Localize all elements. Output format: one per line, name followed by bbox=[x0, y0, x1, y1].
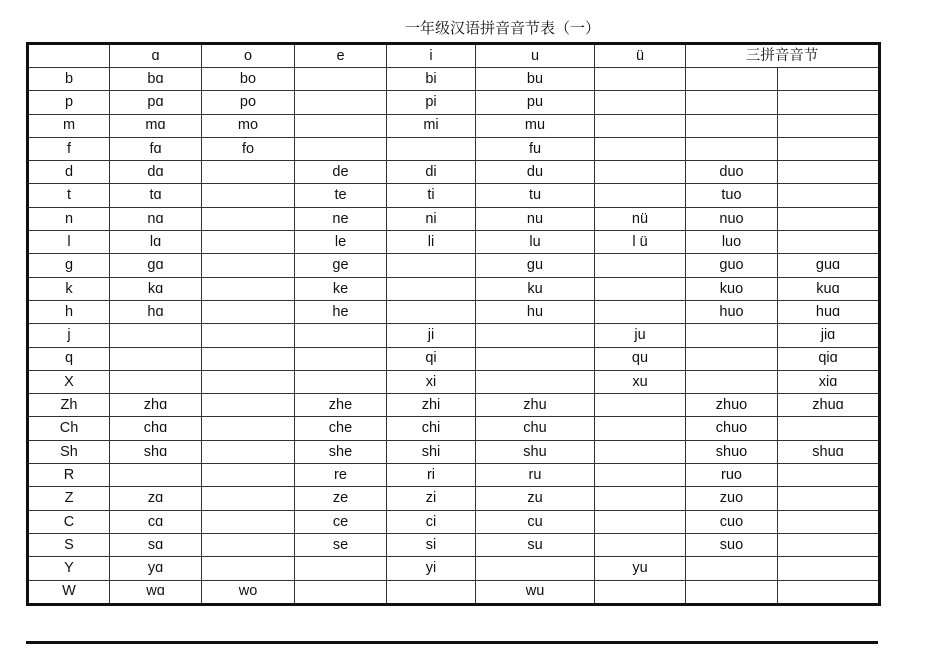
cell-initial: C bbox=[28, 510, 110, 533]
cell-o bbox=[202, 370, 295, 393]
cell-i: chi bbox=[387, 417, 476, 440]
cell-initial: f bbox=[28, 137, 110, 160]
table-row bbox=[28, 580, 880, 604]
cell-triple-2 bbox=[778, 464, 880, 487]
cell-initial: Zh bbox=[28, 394, 110, 417]
table-row bbox=[28, 277, 880, 300]
header-cell-u: u bbox=[476, 44, 595, 68]
cell-u bbox=[476, 347, 595, 370]
cell-e bbox=[295, 347, 387, 370]
cell-initial: R bbox=[28, 464, 110, 487]
cell-o bbox=[202, 324, 295, 347]
header-cell-e: e bbox=[295, 44, 387, 68]
bottom-rule bbox=[26, 641, 878, 644]
cell-e bbox=[295, 580, 387, 604]
cell-a: nɑ bbox=[110, 207, 202, 230]
syllable-table bbox=[26, 42, 881, 606]
cell-initial: n bbox=[28, 207, 110, 230]
table-row bbox=[28, 207, 880, 230]
table-row bbox=[28, 370, 880, 393]
cell-v bbox=[595, 277, 686, 300]
cell-triple-2 bbox=[778, 510, 880, 533]
cell-e: she bbox=[295, 440, 387, 463]
cell-triple-2 bbox=[778, 184, 880, 207]
table-header-row bbox=[28, 44, 880, 68]
cell-u: zhu bbox=[476, 394, 595, 417]
header-cell-o: o bbox=[202, 44, 295, 68]
cell-v bbox=[595, 68, 686, 91]
table-row bbox=[28, 440, 880, 463]
cell-i: ji bbox=[387, 324, 476, 347]
cell-u: tu bbox=[476, 184, 595, 207]
cell-i: ci bbox=[387, 510, 476, 533]
cell-o bbox=[202, 161, 295, 184]
cell-triple-2 bbox=[778, 207, 880, 230]
table-row bbox=[28, 231, 880, 254]
cell-a: chɑ bbox=[110, 417, 202, 440]
cell-u: nu bbox=[476, 207, 595, 230]
cell-e: se bbox=[295, 533, 387, 556]
cell-e: ce bbox=[295, 510, 387, 533]
cell-o bbox=[202, 417, 295, 440]
cell-i: mi bbox=[387, 114, 476, 137]
cell-a bbox=[110, 347, 202, 370]
cell-triple-1: guo bbox=[686, 254, 778, 277]
cell-initial: b bbox=[28, 68, 110, 91]
cell-triple-1: huo bbox=[686, 300, 778, 323]
cell-o bbox=[202, 300, 295, 323]
cell-e bbox=[295, 68, 387, 91]
cell-triple-2 bbox=[778, 533, 880, 556]
cell-i: ti bbox=[387, 184, 476, 207]
cell-v bbox=[595, 394, 686, 417]
cell-initial: W bbox=[28, 580, 110, 604]
cell-u: chu bbox=[476, 417, 595, 440]
cell-triple-2: zhuɑ bbox=[778, 394, 880, 417]
table-row bbox=[28, 557, 880, 580]
cell-i: si bbox=[387, 533, 476, 556]
header-cell-initial bbox=[28, 44, 110, 68]
cell-e bbox=[295, 91, 387, 114]
cell-triple-2 bbox=[778, 161, 880, 184]
cell-triple-1: suo bbox=[686, 533, 778, 556]
cell-triple-1: zhuo bbox=[686, 394, 778, 417]
cell-u: shu bbox=[476, 440, 595, 463]
cell-triple-2 bbox=[778, 114, 880, 137]
cell-a: gɑ bbox=[110, 254, 202, 277]
cell-triple-1 bbox=[686, 324, 778, 347]
cell-o bbox=[202, 207, 295, 230]
page-title: 一年级汉语拼音音节表（一） bbox=[405, 19, 601, 37]
cell-initial: g bbox=[28, 254, 110, 277]
cell-triple-1: duo bbox=[686, 161, 778, 184]
cell-e bbox=[295, 324, 387, 347]
cell-e: he bbox=[295, 300, 387, 323]
cell-v bbox=[595, 417, 686, 440]
cell-a: dɑ bbox=[110, 161, 202, 184]
cell-a bbox=[110, 464, 202, 487]
cell-o: mo bbox=[202, 114, 295, 137]
cell-v bbox=[595, 161, 686, 184]
cell-i: qi bbox=[387, 347, 476, 370]
table-row bbox=[28, 300, 880, 323]
cell-o bbox=[202, 394, 295, 417]
table-row bbox=[28, 254, 880, 277]
cell-triple-2: kuɑ bbox=[778, 277, 880, 300]
cell-v bbox=[595, 580, 686, 604]
cell-a: zɑ bbox=[110, 487, 202, 510]
cell-e: ke bbox=[295, 277, 387, 300]
cell-triple-2 bbox=[778, 557, 880, 580]
table-row bbox=[28, 394, 880, 417]
cell-e: re bbox=[295, 464, 387, 487]
cell-o bbox=[202, 510, 295, 533]
cell-e: le bbox=[295, 231, 387, 254]
cell-triple-1: tuo bbox=[686, 184, 778, 207]
cell-e: ze bbox=[295, 487, 387, 510]
cell-o: po bbox=[202, 91, 295, 114]
cell-v bbox=[595, 487, 686, 510]
cell-u: wu bbox=[476, 580, 595, 604]
cell-triple-2: jiɑ bbox=[778, 324, 880, 347]
table-row bbox=[28, 417, 880, 440]
cell-triple-2 bbox=[778, 137, 880, 160]
cell-a: cɑ bbox=[110, 510, 202, 533]
cell-initial: p bbox=[28, 91, 110, 114]
table-row bbox=[28, 137, 880, 160]
cell-a bbox=[110, 370, 202, 393]
cell-u: ku bbox=[476, 277, 595, 300]
cell-a bbox=[110, 324, 202, 347]
cell-e: zhe bbox=[295, 394, 387, 417]
cell-i: xi bbox=[387, 370, 476, 393]
cell-triple-2 bbox=[778, 417, 880, 440]
cell-e: che bbox=[295, 417, 387, 440]
cell-initial: d bbox=[28, 161, 110, 184]
table-row bbox=[28, 533, 880, 556]
cell-i: di bbox=[387, 161, 476, 184]
cell-triple-2: qiɑ bbox=[778, 347, 880, 370]
cell-triple-2 bbox=[778, 68, 880, 91]
cell-i: shi bbox=[387, 440, 476, 463]
syllable-table-container bbox=[26, 42, 878, 606]
cell-triple-1 bbox=[686, 580, 778, 604]
cell-triple-1 bbox=[686, 347, 778, 370]
cell-triple-2: guɑ bbox=[778, 254, 880, 277]
cell-a: shɑ bbox=[110, 440, 202, 463]
cell-initial: Z bbox=[28, 487, 110, 510]
table-row bbox=[28, 184, 880, 207]
cell-i: zhi bbox=[387, 394, 476, 417]
header-cell-a: ɑ bbox=[110, 44, 202, 68]
cell-i: yi bbox=[387, 557, 476, 580]
cell-e bbox=[295, 114, 387, 137]
cell-o bbox=[202, 347, 295, 370]
cell-e: ne bbox=[295, 207, 387, 230]
cell-o bbox=[202, 487, 295, 510]
cell-u: du bbox=[476, 161, 595, 184]
cell-v: xu bbox=[595, 370, 686, 393]
cell-o bbox=[202, 464, 295, 487]
cell-v bbox=[595, 510, 686, 533]
table-row bbox=[28, 91, 880, 114]
cell-triple-1 bbox=[686, 91, 778, 114]
cell-triple-2 bbox=[778, 487, 880, 510]
cell-u bbox=[476, 370, 595, 393]
header-cell-i: i bbox=[387, 44, 476, 68]
cell-triple-2 bbox=[778, 231, 880, 254]
cell-initial: j bbox=[28, 324, 110, 347]
cell-v bbox=[595, 300, 686, 323]
cell-o bbox=[202, 277, 295, 300]
cell-o: wo bbox=[202, 580, 295, 604]
table-row bbox=[28, 510, 880, 533]
cell-v: nü bbox=[595, 207, 686, 230]
cell-v bbox=[595, 91, 686, 114]
cell-triple-2: xiɑ bbox=[778, 370, 880, 393]
cell-v bbox=[595, 137, 686, 160]
cell-triple-2 bbox=[778, 580, 880, 604]
table-row bbox=[28, 324, 880, 347]
cell-v: ju bbox=[595, 324, 686, 347]
cell-a: lɑ bbox=[110, 231, 202, 254]
cell-e bbox=[295, 557, 387, 580]
cell-u: hu bbox=[476, 300, 595, 323]
cell-u: cu bbox=[476, 510, 595, 533]
cell-e: te bbox=[295, 184, 387, 207]
header-cell-three-part-syllables: 三拼音音节 bbox=[686, 44, 880, 68]
cell-initial: Y bbox=[28, 557, 110, 580]
cell-o bbox=[202, 533, 295, 556]
cell-i: zi bbox=[387, 487, 476, 510]
cell-o bbox=[202, 231, 295, 254]
cell-o bbox=[202, 440, 295, 463]
cell-i bbox=[387, 580, 476, 604]
cell-o bbox=[202, 254, 295, 277]
cell-i: ri bbox=[387, 464, 476, 487]
cell-a: mɑ bbox=[110, 114, 202, 137]
cell-initial: Sh bbox=[28, 440, 110, 463]
cell-a: pɑ bbox=[110, 91, 202, 114]
cell-triple-1 bbox=[686, 370, 778, 393]
cell-triple-1: kuo bbox=[686, 277, 778, 300]
cell-i bbox=[387, 300, 476, 323]
cell-u: fu bbox=[476, 137, 595, 160]
cell-u: pu bbox=[476, 91, 595, 114]
cell-a: sɑ bbox=[110, 533, 202, 556]
cell-triple-1: nuo bbox=[686, 207, 778, 230]
cell-o: fo bbox=[202, 137, 295, 160]
table-row bbox=[28, 347, 880, 370]
cell-u bbox=[476, 557, 595, 580]
cell-i bbox=[387, 254, 476, 277]
table-row bbox=[28, 68, 880, 91]
cell-triple-2: huɑ bbox=[778, 300, 880, 323]
cell-v: yu bbox=[595, 557, 686, 580]
cell-u: su bbox=[476, 533, 595, 556]
cell-o: bo bbox=[202, 68, 295, 91]
cell-triple-1 bbox=[686, 137, 778, 160]
table-row bbox=[28, 114, 880, 137]
cell-a: fɑ bbox=[110, 137, 202, 160]
cell-u: lu bbox=[476, 231, 595, 254]
cell-i: li bbox=[387, 231, 476, 254]
cell-o bbox=[202, 557, 295, 580]
cell-initial: m bbox=[28, 114, 110, 137]
cell-triple-1: chuo bbox=[686, 417, 778, 440]
cell-e: de bbox=[295, 161, 387, 184]
cell-triple-2 bbox=[778, 91, 880, 114]
cell-i: pi bbox=[387, 91, 476, 114]
cell-a: kɑ bbox=[110, 277, 202, 300]
cell-a: bɑ bbox=[110, 68, 202, 91]
cell-a: yɑ bbox=[110, 557, 202, 580]
cell-v bbox=[595, 464, 686, 487]
cell-a: hɑ bbox=[110, 300, 202, 323]
cell-triple-1 bbox=[686, 557, 778, 580]
cell-u: gu bbox=[476, 254, 595, 277]
cell-v: l ü bbox=[595, 231, 686, 254]
cell-v bbox=[595, 533, 686, 556]
cell-triple-1: cuo bbox=[686, 510, 778, 533]
table-row bbox=[28, 464, 880, 487]
cell-o bbox=[202, 184, 295, 207]
cell-v bbox=[595, 114, 686, 137]
cell-initial: S bbox=[28, 533, 110, 556]
cell-u bbox=[476, 324, 595, 347]
cell-initial: l bbox=[28, 231, 110, 254]
header-cell-v: ü bbox=[595, 44, 686, 68]
cell-a: wɑ bbox=[110, 580, 202, 604]
cell-initial: t bbox=[28, 184, 110, 207]
cell-triple-1: shuo bbox=[686, 440, 778, 463]
table-row bbox=[28, 487, 880, 510]
cell-e bbox=[295, 137, 387, 160]
cell-u: zu bbox=[476, 487, 595, 510]
cell-v bbox=[595, 254, 686, 277]
cell-e bbox=[295, 370, 387, 393]
cell-a: tɑ bbox=[110, 184, 202, 207]
cell-i bbox=[387, 137, 476, 160]
cell-triple-1: ruo bbox=[686, 464, 778, 487]
cell-e: ge bbox=[295, 254, 387, 277]
cell-v bbox=[595, 184, 686, 207]
cell-a: zhɑ bbox=[110, 394, 202, 417]
cell-triple-1: zuo bbox=[686, 487, 778, 510]
cell-i bbox=[387, 277, 476, 300]
cell-triple-1 bbox=[686, 68, 778, 91]
cell-initial: h bbox=[28, 300, 110, 323]
cell-i: bi bbox=[387, 68, 476, 91]
cell-initial: X bbox=[28, 370, 110, 393]
cell-initial: Ch bbox=[28, 417, 110, 440]
cell-u: bu bbox=[476, 68, 595, 91]
table-row bbox=[28, 161, 880, 184]
cell-u: mu bbox=[476, 114, 595, 137]
cell-triple-1 bbox=[686, 114, 778, 137]
cell-u: ru bbox=[476, 464, 595, 487]
cell-initial: k bbox=[28, 277, 110, 300]
cell-v: qu bbox=[595, 347, 686, 370]
cell-v bbox=[595, 440, 686, 463]
cell-i: ni bbox=[387, 207, 476, 230]
cell-triple-1: luo bbox=[686, 231, 778, 254]
cell-initial: q bbox=[28, 347, 110, 370]
cell-triple-2: shuɑ bbox=[778, 440, 880, 463]
